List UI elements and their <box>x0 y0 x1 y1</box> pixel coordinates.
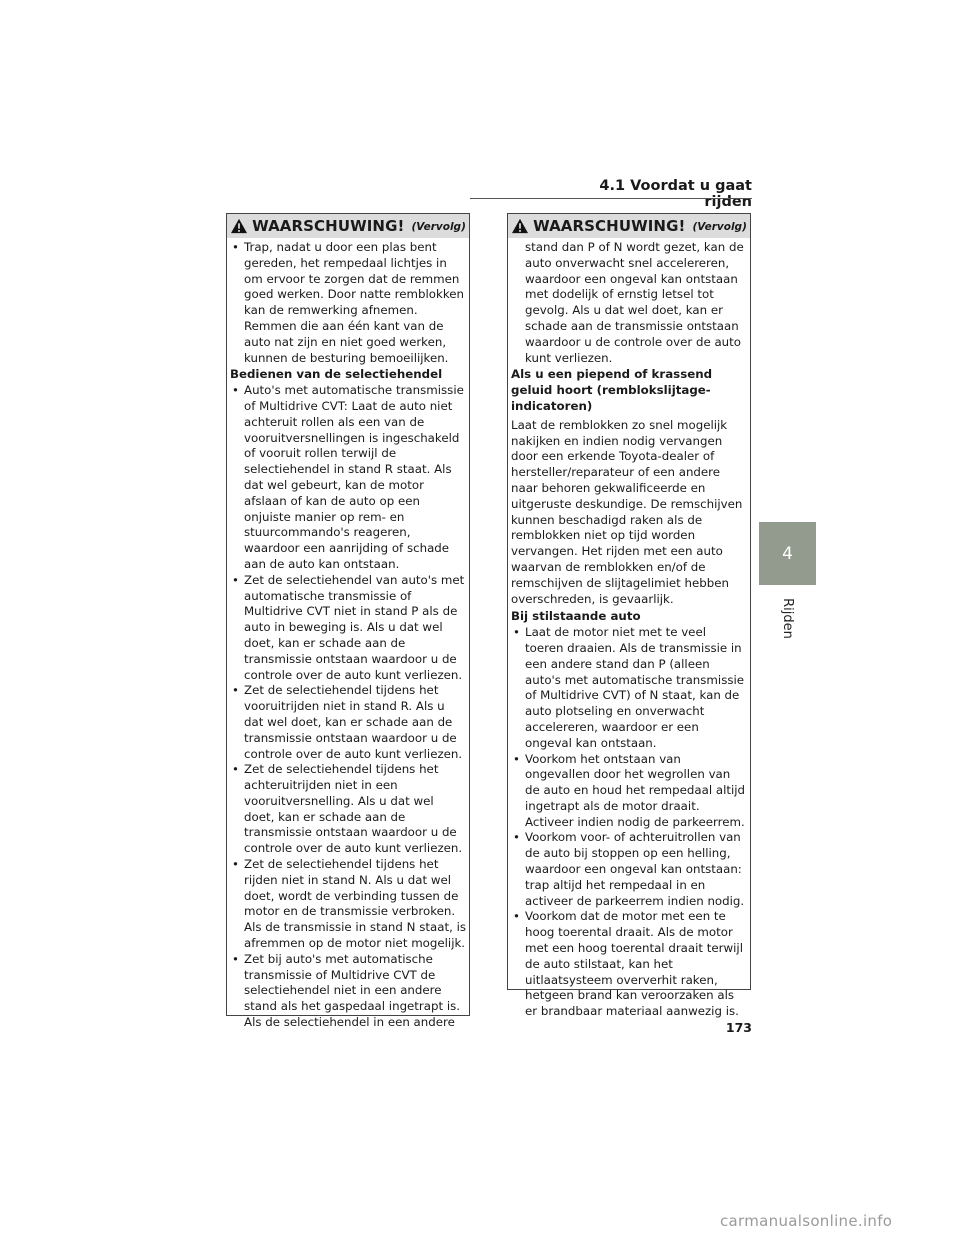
warning-triangle-icon <box>511 218 529 234</box>
warning-body-left <box>227 238 469 1031</box>
paragraph: Laat de remblokken zo snel mogelijk nakijken en indien nodig vervangen door een erkende Toyota-dealer of hersteller/reparateur of een andere naar behoren gekwalificeerde en uitgeruste deskundige. De remschijven kunnen beschadigd raken als de remblokken niet op tijd worden vervangen. Het rijden met een auto waarvan de remblokken en/of de remschijven de slijtagelimiet hebben overschreden, is gevaarlijk. <box>511 417 743 606</box>
chapter-label-container <box>777 588 797 648</box>
subheading: Bij stilstaande auto <box>511 609 641 624</box>
warning-box-left <box>226 213 470 1030</box>
bullet-item: • Auto's met automatische transmissie of Multidrive CVT: Laat de auto niet achteruit rollen als een van de vooruitversnellingen is ingeschakeld of vooruit rollen terwijl de selectiehendel in stand R staat. Als dat wel gebeurt, kan de motor afslaan of kan de auto op een onjuiste manier op rem- en stuurcommando's reageren, waardoor een aanrijding of schade aan de auto kan ontstaan. <box>230 383 466 573</box>
warning-title: WAARSCHUWING! <box>533 217 686 235</box>
paragraph: stand dan P of N wordt gezet, kan de auto onverwacht snel accelereren, waardoor een ongeval kan ontstaan met dodelijk of ernstig letsel tot gevolg. Als u dat wel doet, kan er schade aan de transmissie ontstaan waardoor u de controle over de auto kunt verliezen. <box>525 240 744 365</box>
warning-continued: (Vervolg) <box>411 221 466 233</box>
bullet-item: • Trap, nadat u door een plas bent gereden, het rempedaal lichtjes in om ervoor te zorgen dat de remmen goed werken. Door natte remblokken kan de remwerking afnemen. Remmen die aan één kant van de auto nat zijn en niet goed werken, kunnen de besturing bemoeilijken. <box>230 240 466 366</box>
warning-body-right <box>508 238 750 1020</box>
bullet-item: • Zet de selectiehendel tijdens het achteruitrijden niet in een vooruitversnelling. Als u dat wel doet, kan er schade aan de transmissie ontstaan waardoor u de controle over de auto kunt verliezen. <box>230 762 466 857</box>
section-divider <box>470 198 752 199</box>
warning-continued: (Vervolg) <box>692 221 747 233</box>
chapter-tab <box>759 522 816 585</box>
bullet-item: • Voorkom voor- of achteruitrollen van de auto bij stoppen op een helling, waardoor een ongeval kan ontstaan: trap altijd het rempedaal in en activeer de parkeerrem indien nodig. <box>511 830 747 909</box>
section-title: 4.1 Voordat u gaat rijden <box>599 178 752 210</box>
warning-header <box>227 214 469 238</box>
chapter-number: 4 <box>782 543 793 564</box>
bullet-item: • Zet de selectiehendel tijdens het vooruitrijden niet in stand R. Als u dat wel doet, kan er schade aan de transmissie ontstaan waardoor u de controle over de auto kunt verliezen. <box>230 683 466 762</box>
page-number: 173 <box>725 1020 752 1035</box>
bullet-item: • Laat de motor niet met te veel toeren draaien. Als de transmissie in een andere stand dan P (alleen auto's met automatische transmissie of Multidrive CVT) of N staat, kan de auto plotseling en onverwacht accelereren, waardoor er een ongeval kan ontstaan. <box>511 625 747 751</box>
bullet-item: • Zet de selectiehendel van auto's met automatische transmissie of Multidrive CVT niet in stand P als de auto in beweging is. Als u dat wel doet, kan er schade aan de transmissie ontstaan waardoor u de controle over de auto kunt verliezen. <box>230 573 466 684</box>
watermark: carmanualsonline.info <box>720 1212 893 1230</box>
bullet-item: • Zet bij auto's met automatische transmissie of Multidrive CVT de selectiehendel niet in een andere stand als het gaspedaal ingetrapt is. Als de selectiehendel in een andere <box>230 952 466 1031</box>
subheading: Als u een piepend of krassend geluid hoort (remblokslijtage-indicatoren) <box>511 367 713 413</box>
bullet-item: • Voorkom dat de motor met een te hoog toerental draait. Als de motor met een hoog toerental draait terwijl de auto stilstaat, kan het uitlaatsysteem oververhit raken, hetgeen brand kan veroorzaken als er brandbaar materiaal aanwezig is. <box>511 909 747 1020</box>
chapter-label: Rijden <box>779 597 795 639</box>
warning-title: WAARSCHUWING! <box>252 217 405 235</box>
warning-triangle-icon <box>230 218 248 234</box>
warning-header <box>508 214 750 238</box>
warning-box-right <box>507 213 751 1019</box>
subheading: Bedienen van de selectiehendel <box>230 367 443 382</box>
bullet-item: • Zet de selectiehendel tijdens het rijden niet in stand N. Als u dat wel doet, wordt de verbinding tussen de motor en de transmissie verbroken. Als de transmissie in stand N staat, is afremmen op de motor niet mogelijk. <box>230 857 466 952</box>
bullet-item: • Voorkom het ontstaan van ongevallen door het wegrollen van de auto en houd het rempedaal altijd ingetrapt als de motor draait. Activeer indien nodig de parkeerrem. <box>511 752 747 831</box>
